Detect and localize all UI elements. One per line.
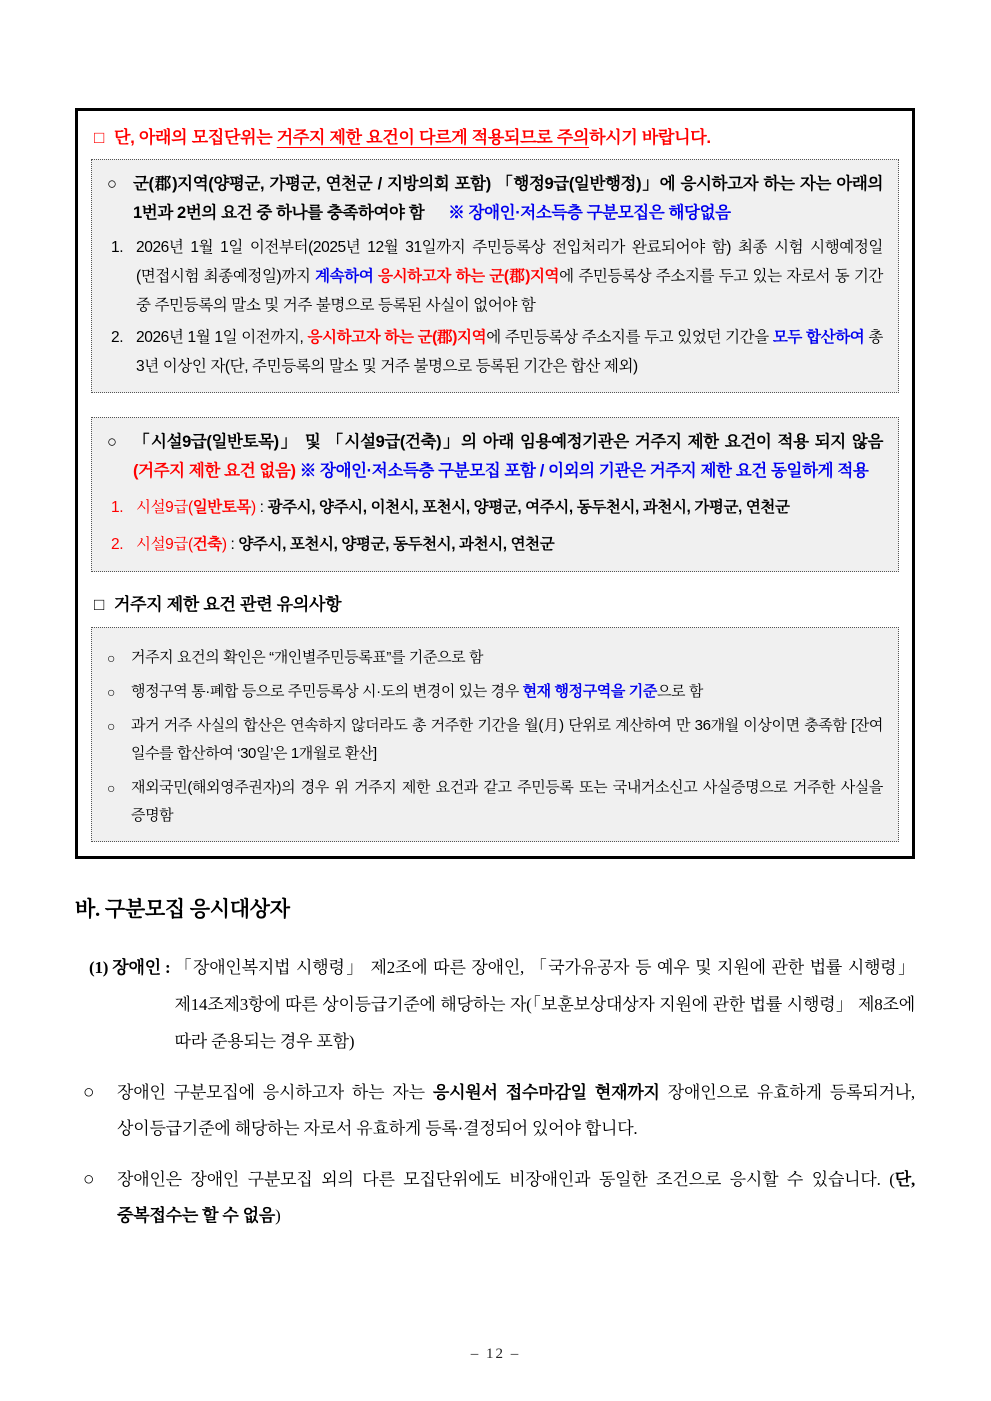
gun-region-header-text: 군(郡)지역(양평군, 가평군, 연천군 / 지방의회 포함) 「행정9급(일반행정)」에 응시하고자 하는 자는 아래의 1번과 2번의 요건 중 하나를 충족하여야 함 ※ 장애인·저소득층 구분모집은 해당없음	[133, 175, 883, 222]
circle-bullet-icon: ○	[107, 433, 117, 451]
circle-bullet-icon: ○	[83, 1169, 95, 1190]
note-item	[107, 774, 883, 830]
page-number: – 12 –	[470, 1346, 521, 1362]
note-item	[107, 678, 883, 706]
circle-bullet-icon: ○	[107, 650, 116, 666]
note-text: 거주지 요건의 확인은 “개인별주민등록표”를 기준으로 함	[131, 649, 484, 666]
item-number: 1.	[111, 239, 124, 256]
item-text: 시설9급(건축) : 양주시, 포천시, 양평군, 동두천시, 과천시, 연천군	[136, 536, 555, 553]
residence-notice-frame	[75, 108, 915, 859]
item-text: 2026년 1월 1일 이전까지, 응시하고자 하는 군(郡)지역에 주민등록상 주소지를 두고 있었던 기간을 모두 합산하여 총 3년 이상인 자(단, 주민등록의 말소 및 거주 불명으로 등록된 기간은 합산 제외)	[136, 329, 883, 375]
notice-title-text: 단, 아래의 모집단위는 거주지 제한 요건이 다르게 적용되므로 주의하시기 바랍니다.	[113, 128, 711, 147]
notes-header-text: 거주지 제한 요건 관련 유의사항	[113, 595, 342, 614]
notes-header	[78, 572, 912, 627]
note-text: 행정구역 통·폐합 등으로 주민등록상 시·도의 변경이 있는 경우 현재 행정구역을 기준으로 함	[131, 683, 703, 700]
circle-bullet-icon: ○	[107, 175, 117, 193]
list-item	[107, 323, 883, 381]
circle-bullet-icon: ○	[107, 684, 116, 700]
item-number: 2.	[111, 329, 124, 346]
gun-region-box	[91, 159, 899, 393]
item-number: 1.	[111, 499, 124, 516]
list-item	[107, 529, 883, 560]
notes-box	[91, 627, 899, 842]
definition-label: (1) 장애인 :	[89, 958, 175, 977]
bullet-item	[75, 1075, 915, 1147]
facility-header-text: 「시설9급(일반토목)」 및 「시설9급(건축)」의 아래 임용예정기관은 거주지 제한 요건이 적용 되지 않음(거주지 제한 요건 없음) ※ 장애인·저소득층 구분모집 포함 / 이외의 기관은 거주지 제한 요건 동일하게 적용	[133, 433, 883, 480]
item-number: 2.	[111, 536, 124, 553]
note-text: 재외국민(해외영주권자)의 경우 위 거주지 제한 요건과 같고 주민등록 또는 국내거소신고 사실증명으로 거주한 사실을 증명함	[131, 779, 883, 824]
note-text: 과거 거주 사실의 합산은 연속하지 않더라도 총 거주한 기간을 월(月) 단위로 계산하여 만 36개월 이상이면 충족함 [잔여 일수를 합산하여 ‘30일’은 1개월로 환산]	[131, 717, 883, 762]
definition-body: 「장애인복지법 시행령」 제2조에 따른 장애인, 「국가유공자 등 예우 및 지원에 관한 법률 시행령」 제14조제3항에 따른 상이등급기준에 해당하는 자(「보훈보상대상자 지원에 관한 법률 시행령」 제8조에 따라 준용되는 경우 포함)	[174, 958, 915, 1051]
note-item	[107, 712, 883, 768]
gun-region-header	[107, 170, 883, 228]
bullet-text: 장애인은 장애인 구분모집 외의 다른 모집단위에도 비장애인과 동일한 조건으로 응시할 수 있습니다. (단, 중복접수는 할 수 없음)	[117, 1170, 915, 1225]
disabled-definition-row	[75, 949, 915, 1060]
item-text: 2026년 1월 1일 이전부터(2025년 12월 31일까지 주민등록상 전입처리가 완료되어야 함) 최종 시험 시행예정일(면접시험 최종예정일)까지 계속하여 응시하고자 하는 군(郡)지역에 주민등록상 주소지를 두고 있는 자로서 동 기간 중 주민등록의 말소 및 거주 불명으로 등록된 사실이 없어야 함	[136, 239, 883, 314]
list-item	[107, 492, 883, 523]
notice-title	[78, 111, 912, 159]
note-item	[107, 644, 883, 672]
list-item	[107, 233, 883, 320]
checkbox-icon: □	[94, 128, 104, 147]
item-text: 시설9급(일반토목) : 광주시, 양주시, 이천시, 포천시, 양평군, 여주시, 동두천시, 과천시, 가평군, 연천군	[136, 499, 790, 516]
bullet-item	[75, 1162, 915, 1234]
section-ba	[75, 893, 915, 1234]
facility-grade9-box	[91, 417, 899, 572]
circle-bullet-icon: ○	[107, 718, 116, 734]
circle-bullet-icon: ○	[107, 780, 116, 796]
checkbox-icon: □	[94, 595, 104, 614]
bullet-text: 장애인 구분모집에 응시하고자 하는 자는 응시원서 접수마감일 현재까지 장애인으로 유효하게 등록되거나, 상이등급기준에 해당하는 자로서 유효하게 등록·결정되어 있어야 합니다.	[117, 1083, 915, 1138]
facility-header	[107, 428, 883, 486]
section-heading: 바. 구분모집 응시대상자	[75, 897, 290, 921]
circle-bullet-icon: ○	[83, 1082, 95, 1103]
